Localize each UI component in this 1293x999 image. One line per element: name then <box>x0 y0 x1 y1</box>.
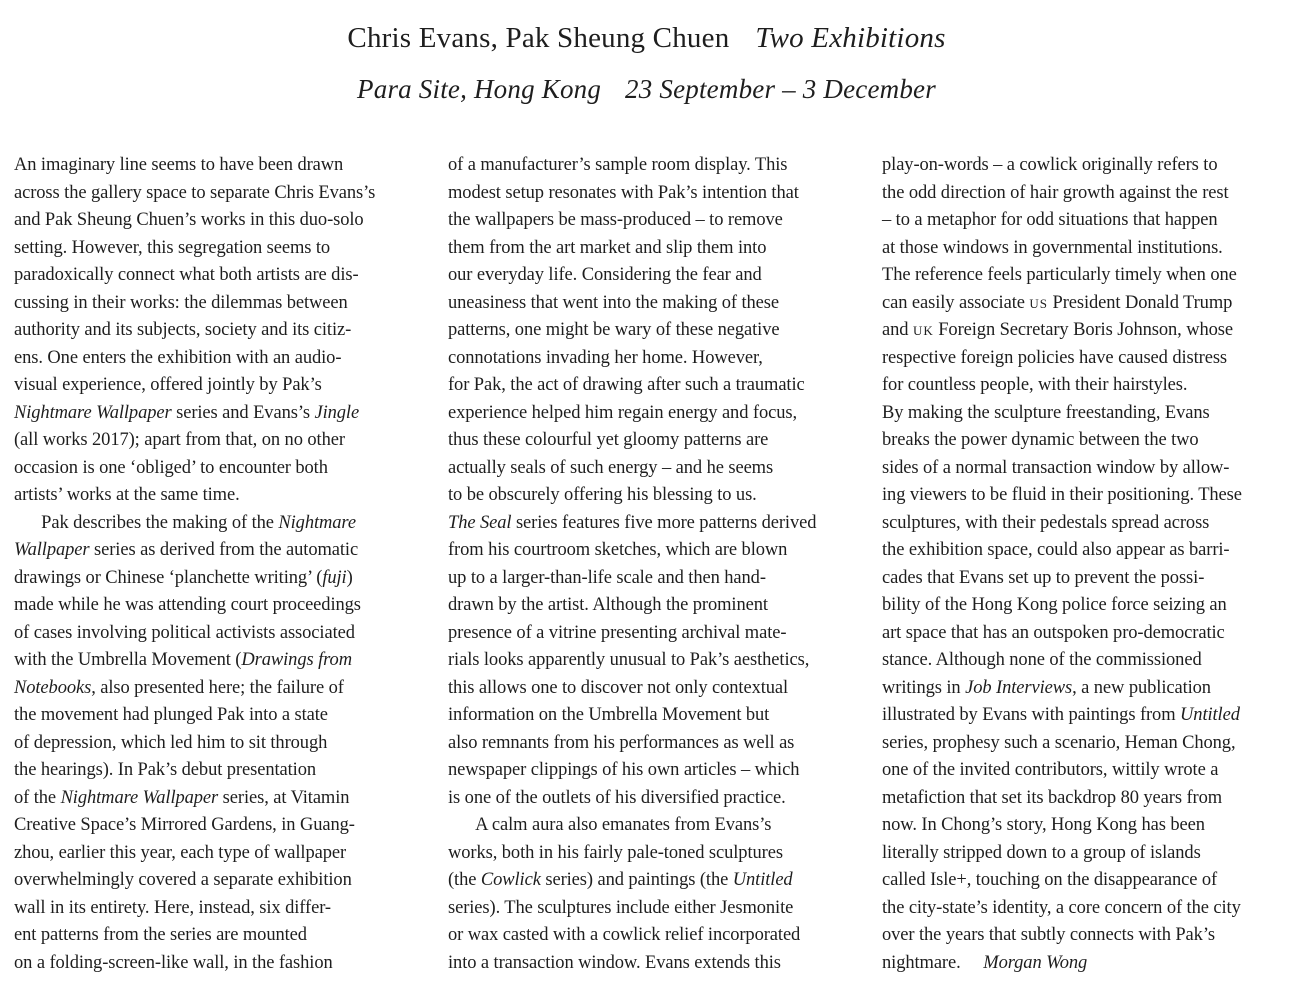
text-line: over the years that subtly connects with Pak’s <box>882 925 1215 945</box>
text-line: – to a metaphor for odd situations that happen <box>882 210 1218 230</box>
text-line: experience helped him regain energy and focus, <box>448 402 797 423</box>
text-line: modest setup resonates with Pak’s intention that <box>448 182 799 203</box>
text-line: now. In Chong’s story, Hong Kong has been <box>882 815 1205 835</box>
text-line: newspaper clippings of his own articles – which <box>448 760 800 780</box>
text-line: for Pak, the act of drawing after such a traumatic <box>448 375 805 395</box>
text-line: this allows one to discover not only contextual <box>448 677 789 698</box>
text-line: nightmare. Morgan Wong <box>882 952 1088 973</box>
text-line: can easily associate us President Donald Trump <box>882 292 1233 313</box>
text-line: is one of the outlets of his diversified practice. <box>448 787 786 808</box>
text-line: occasion is one ‘obliged’ to encounter both <box>14 457 328 478</box>
text-line: works, both in his fairly pale-toned sculptures <box>448 842 783 863</box>
text-line: thus these colourful yet gloomy patterns are <box>448 430 769 450</box>
text-line: also remnants from his performances as well as <box>448 732 795 753</box>
text-line: cussing in their works: the dilemmas between <box>14 292 348 313</box>
venue: Para Site, Hong Kong <box>357 74 602 104</box>
text-line: (the Cowlick series) and paintings (the Untitled <box>448 870 793 890</box>
text-line: visual experience, offered jointly by Pak’s <box>14 375 322 395</box>
text-line: the hearings). In Pak’s debut presentation <box>14 760 316 780</box>
text-line: sculptures, with their pedestals spread across <box>882 512 1210 533</box>
text-line: on a folding-screen-like wall, in the fashion <box>14 952 333 973</box>
text-line: Notebooks, also presented here; the failure of <box>14 677 344 698</box>
text-line: and uk Foreign Secretary Boris Johnson, whose <box>882 320 1233 340</box>
text-line: into a transaction window. Evans extends this <box>448 952 781 973</box>
text-line: ens. One enters the exhibition with an audio- <box>14 347 342 368</box>
text-line: overwhelmingly covered a separate exhibition <box>14 870 352 890</box>
text-line: Pak describes the making of the Nightmare <box>14 512 356 533</box>
text-line: at those windows in governmental institutions. <box>882 237 1223 258</box>
text-line: up to a larger-than-life scale and then hand- <box>448 567 766 588</box>
text-line: (all works 2017); apart from that, on no other <box>14 430 345 450</box>
text-line: authority and its subjects, society and its citiz- <box>14 320 352 340</box>
title-line <box>0 20 1293 56</box>
text-line: the exhibition space, could also appear as barri- <box>882 540 1230 560</box>
text-line: the wallpapers be mass-produced – to remove <box>448 210 783 230</box>
text-line: ent patterns from the series are mounted <box>14 925 307 945</box>
text-line: one of the invited contributors, wittily wrote a <box>882 760 1219 780</box>
text-line: patterns, one might be wary of these negative <box>448 320 780 340</box>
text-line: the odd direction of hair growth against the rest <box>882 182 1229 203</box>
text-line: Wallpaper series as derived from the automatic <box>14 540 359 560</box>
text-line: of a manufacturer’s sample room display. This <box>448 155 788 175</box>
subtitle-line <box>0 72 1293 106</box>
text-line: uneasiness that went into the making of these <box>448 292 779 313</box>
text-line: A calm aura also emanates from Evans’s <box>448 815 772 835</box>
text-line: rials looks apparently unusual to Pak’s aesthetics, <box>448 650 810 670</box>
text-line: wall in its entirety. Here, instead, six differ- <box>14 897 331 918</box>
text-line: metafiction that set its backdrop 80 years from <box>882 787 1223 808</box>
text-line: from his courtroom sketches, which are blown <box>448 540 788 560</box>
text-line: By making the sculpture freestanding, Evans <box>882 402 1210 423</box>
text-line: them from the art market and slip them into <box>448 237 767 258</box>
text-line: setting. However, this segregation seems to <box>14 237 331 258</box>
text-line: paradoxically connect what both artists are dis- <box>14 265 359 285</box>
text-line: illustrated by Evans with paintings from Untitled <box>882 705 1240 725</box>
text-line: of cases involving political activists associated <box>14 622 355 643</box>
text-line: series, prophesy such a scenario, Heman Chong, <box>882 732 1236 753</box>
text-line: connotations invading her home. However, <box>448 347 763 368</box>
text-line: the city-state’s identity, a core concern of the city <box>882 897 1241 918</box>
text-line: bility of the Hong Kong police force seizing an <box>882 595 1227 615</box>
text-line: The Seal series features five more patterns derived <box>448 512 817 533</box>
text-line: breaks the power dynamic between the two <box>882 430 1199 450</box>
text-line: drawn by the artist. Although the prominent <box>448 595 768 615</box>
text-line: called Isle+, touching on the disappearance of <box>882 870 1218 890</box>
article-column-2 <box>448 152 866 977</box>
text-line: play-on-words – a cowlick originally refers to <box>882 155 1218 175</box>
text-line: information on the Umbrella Movement but <box>448 705 770 725</box>
text-line: Creative Space’s Mirrored Gardens, in Guang- <box>14 815 355 835</box>
text-line: actually seals of such energy – and he seems <box>448 457 774 478</box>
article-header <box>0 20 1293 106</box>
article-column-1 <box>14 152 432 977</box>
text-line: for countless people, with their hairstyles. <box>882 375 1188 395</box>
text-line: series). The sculptures include either Jesmonite <box>448 897 794 918</box>
text-line: zhou, earlier this year, each type of wallpaper <box>14 842 347 863</box>
text-line: ing viewers to be fluid in their positioning. These <box>882 485 1242 505</box>
text-line: The reference feels particularly timely when one <box>882 265 1237 285</box>
text-line: artists’ works at the same time. <box>14 485 240 505</box>
text-line: art space that has an outspoken pro-democratic <box>882 622 1225 643</box>
text-line: cades that Evans set up to prevent the possi- <box>882 567 1205 588</box>
text-line: literally stripped down to a group of islands <box>882 842 1201 863</box>
text-line: and Pak Sheung Chuen’s works in this duo-solo <box>14 210 364 230</box>
text-line: the movement had plunged Pak into a state <box>14 705 328 725</box>
exhibition-title: Two Exhibitions <box>755 22 946 54</box>
text-line: across the gallery space to separate Chris Evans’s <box>14 182 376 203</box>
text-line: made while he was attending court proceedings <box>14 595 361 615</box>
text-line: of the Nightmare Wallpaper series, at Vitamin <box>14 787 350 808</box>
text-line: respective foreign policies have caused distress <box>882 347 1228 368</box>
article-column-3 <box>882 152 1293 977</box>
artist-names: Chris Evans, Pak Sheung Chuen <box>347 22 730 54</box>
text-line: Nightmare Wallpaper series and Evans’s Jingle <box>14 402 360 423</box>
article-columns <box>0 152 1293 977</box>
text-line: writings in Job Interviews, a new publication <box>882 677 1211 698</box>
exhibition-dates: 23 September – 3 December <box>625 74 936 104</box>
text-line: or wax casted with a cowlick relief incorporated <box>448 925 801 945</box>
text-line: with the Umbrella Movement (Drawings from <box>14 650 352 670</box>
text-line: An imaginary line seems to have been drawn <box>14 155 344 175</box>
text-line: to be obscurely offering his blessing to us. <box>448 485 757 505</box>
text-line: presence of a vitrine presenting archival mate- <box>448 622 787 643</box>
text-line: of depression, which led him to sit through <box>14 732 328 753</box>
text-line: stance. Although none of the commissioned <box>882 650 1202 670</box>
text-line: our everyday life. Considering the fear and <box>448 265 762 285</box>
text-line: drawings or Chinese ‘planchette writing’ (fuji) <box>14 567 353 588</box>
text-line: sides of a normal transaction window by allow- <box>882 457 1230 478</box>
